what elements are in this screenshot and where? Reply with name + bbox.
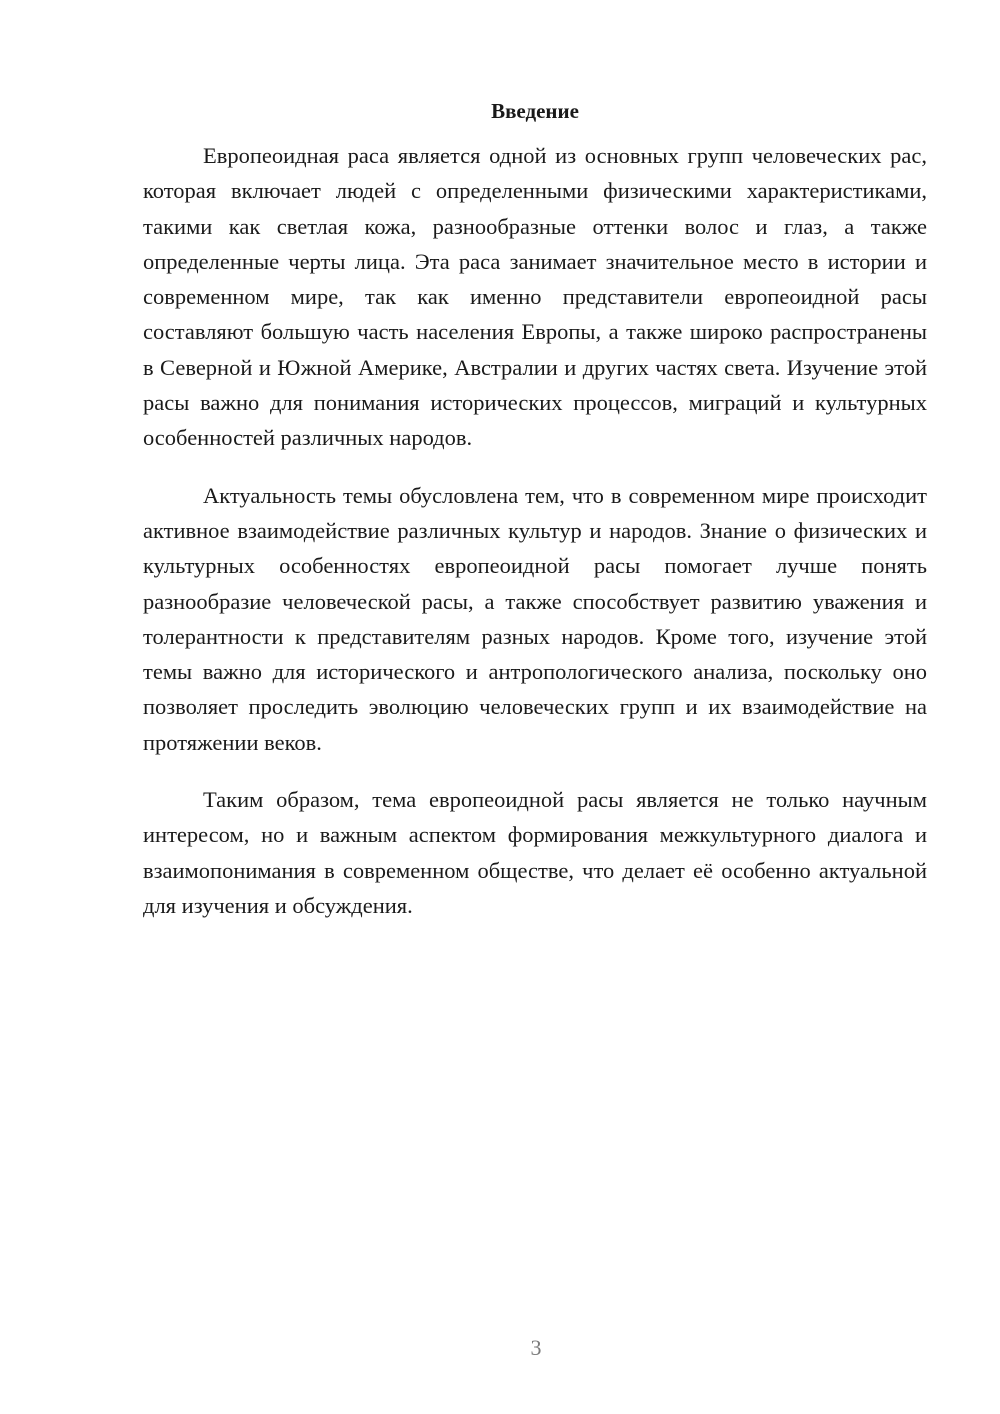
section-title: Введение xyxy=(491,99,579,123)
page-number: 3 xyxy=(530,1335,542,1360)
paragraph-intro: Европеоидная раса является одной из основных групп человеческих рас, которая включает людей с определенными физическими характеристиками, такими как светлая кожа, разнообразные оттенки волос и глаз, а также определенные черты лица. Эта раса занимает значительное место в истории и современном мире, так как именно представители европеоидной расы составляют большую часть населения Европы, а также широко распространены в Северной и Южной Америке, Австралии и других частях света. Изучение этой расы важно для понимания исторических процессов, миграций и культурных особенностей различных народов. xyxy=(143,143,927,451)
paragraph-relevance: Актуальность темы обусловлена тем, что в современном мире происходит активное взаимодействие различных культур и народов. Знание о физических и культурных особенностях европеоидной расы помогает лучше понять разнообразие человеческой расы, а также способствует развитию уважения и толерантности к представителям разных народов. Кроме того, изучение этой темы важно для исторического и антропологического анализа, поскольку оно позволяет проследить эволюцию человеческих групп и их взаимодействие на протяжении веков. xyxy=(143,482,927,755)
page-content xyxy=(143,96,927,945)
paragraph-conclusion: Таким образом, тема европеоидной расы является не только научным интересом, но и важным аспектом формирования межкультурного диалога и взаимопонимания в современном обществе, что делает её особенно актуальной для изучения и обсуждения. xyxy=(143,787,927,918)
